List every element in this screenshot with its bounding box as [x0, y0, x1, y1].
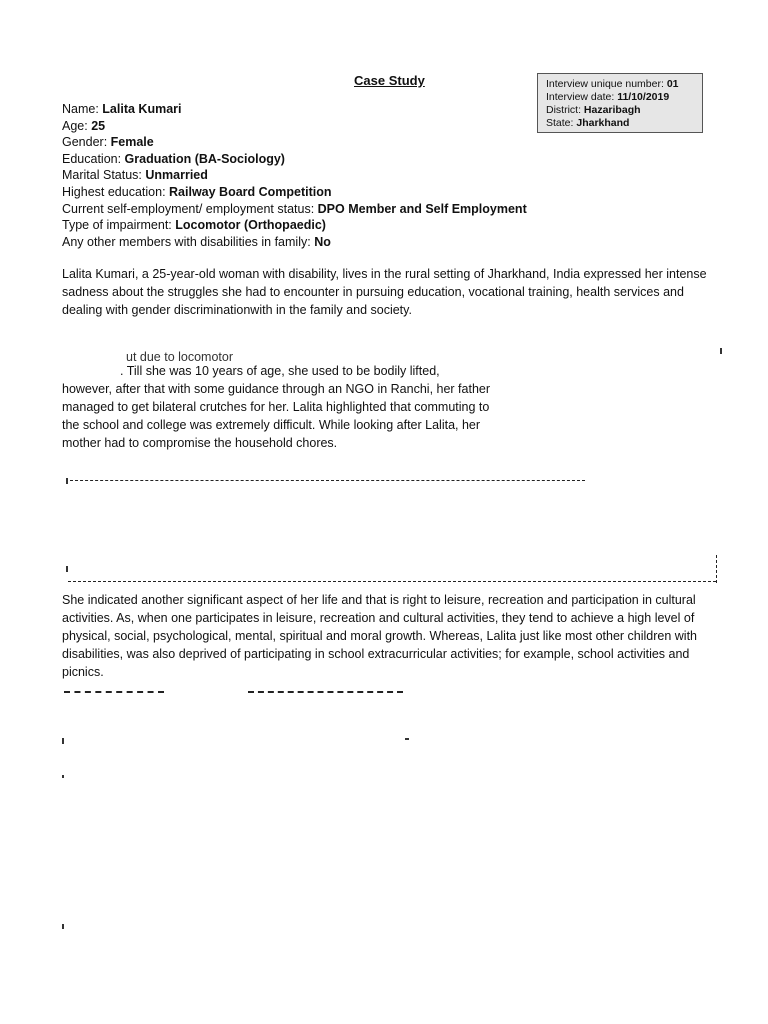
field-value: Graduation (BA-Sociology)	[124, 151, 285, 166]
field-label: Current self-employment/ employment status:	[62, 201, 318, 216]
field-label: Age:	[62, 118, 92, 133]
field-value: Railway Board Competition	[169, 184, 332, 199]
interview-date-row	[546, 91, 702, 104]
leisure-paragraph: She indicated another significant aspect of her life and that is right to leisure, recreation and participation in cultural activities. As, when one participates in leisure, recreation and cultural activities, they tend to achieve a high level of physical, social, psychological, mental, spiritual and moral growth. Whereas, Lalita just like most other children with disabilities, was also deprived of participating in school extracurricular activities; for example, school activities and picnics.	[62, 593, 698, 679]
field-label: Marital Status:	[62, 168, 146, 183]
field-age	[62, 118, 527, 135]
interview-info-box	[537, 73, 703, 133]
info-value: Jharkhand	[576, 117, 630, 129]
info-label: Interview unique number:	[546, 78, 667, 90]
page-title: Case Study	[354, 73, 425, 88]
field-gender	[62, 134, 527, 151]
info-label: District:	[546, 104, 584, 116]
speck-mark	[62, 924, 64, 929]
field-family-disabilities	[62, 234, 527, 251]
field-label: Education:	[62, 151, 125, 166]
dashed-divider-vertical	[716, 555, 717, 583]
dashed-divider	[64, 691, 164, 693]
info-value: 01	[666, 78, 679, 90]
info-label: Interview date:	[546, 91, 618, 103]
field-impairment	[62, 217, 527, 234]
info-label: State:	[546, 117, 577, 129]
field-highest-education	[62, 184, 527, 201]
field-value: Unmarried	[145, 168, 208, 183]
field-value: No	[314, 234, 331, 249]
interview-number-row	[546, 78, 702, 91]
clipped-text: ut due to locomotor	[126, 350, 234, 362]
field-education	[62, 151, 527, 168]
field-label: Any other members with disabilities in family:	[62, 234, 315, 249]
dashed-divider	[68, 581, 716, 582]
intro-paragraph: Lalita Kumari, a 25-year-old woman with disability, lives in the rural setting of Jharkhand, India expressed her intense sadness about the struggles she had to encounter in pursuing education, vocational training, health services and dealing with gender discriminationwith in the family and society.	[62, 267, 707, 317]
field-marital-status	[62, 167, 527, 184]
clipped-text-fragment	[62, 326, 502, 362]
field-label: Name:	[62, 102, 103, 116]
state-row	[546, 117, 702, 130]
dashed-divider	[248, 691, 403, 693]
field-label: Highest education:	[62, 184, 170, 199]
field-label: Type of impairment:	[62, 218, 176, 233]
field-value: Locomotor (Orthopaedic)	[175, 218, 326, 233]
speck-mark	[62, 738, 64, 744]
speck-mark	[66, 566, 68, 572]
info-value: 11/10/2019	[617, 91, 670, 103]
dashed-divider	[70, 480, 585, 481]
childhood-paragraph: however, after that with some guidance through an NGO in Ranchi, her father managed to get bilateral crutches for her. Lalita highlighted that commuting to the school and college was extremely difficult. While looking after Lalita, her mother had to compromise the household chores.	[62, 382, 491, 450]
district-row	[546, 104, 702, 117]
field-name	[62, 101, 527, 118]
field-value: Lalita Kumari	[102, 102, 182, 116]
speck-mark	[405, 738, 409, 740]
field-label: Gender:	[62, 135, 111, 150]
info-value: Hazaribagh	[583, 104, 641, 116]
field-employment-status	[62, 201, 527, 218]
field-value: Female	[110, 135, 154, 150]
field-value: DPO Member and Self Employment	[317, 201, 527, 216]
speck-mark	[66, 478, 68, 484]
field-value: 25	[91, 118, 106, 133]
profile-fields	[62, 101, 527, 250]
speck-mark	[62, 775, 64, 778]
speck-mark	[720, 348, 722, 354]
fragment-line: . Till she was 10 years of age, she used to be bodily lifted,	[120, 364, 440, 378]
